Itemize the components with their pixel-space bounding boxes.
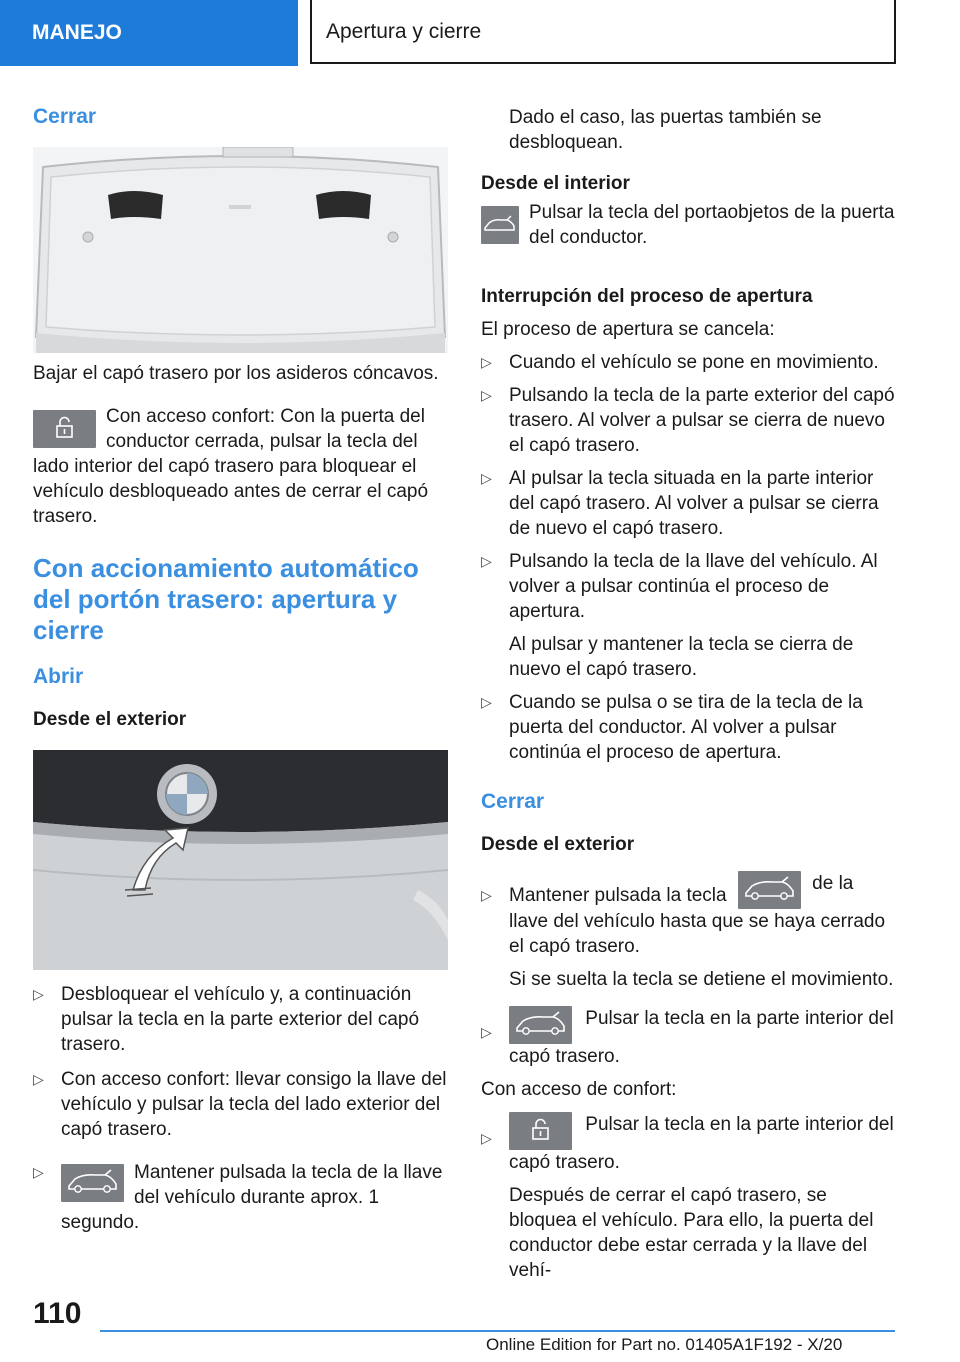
page-header <box>0 0 960 66</box>
list-item: ▷ Mantener pulsada la tecla de la llave del vehículo hasta que se haya cerrado el capó trasero. <box>481 873 886 957</box>
triangle-bullet-icon: ▷ <box>33 1164 44 1180</box>
list-item: ▷ Con acceso confort: llevar consigo la llave del vehículo y pulsar la tecla del lado exterior del capó trasero. <box>33 1069 447 1140</box>
triangle-bullet-icon: ▷ <box>481 887 492 903</box>
car-trunk-icon <box>61 1164 124 1202</box>
text-cancela: El proceso de apertura se cancela: <box>481 319 775 340</box>
list-cerrar-2 <box>481 1006 896 1069</box>
list-item: ▷ Al pulsar la tecla situada en la parte interior del capó trasero. Al volver a pulsar se cierra de nuevo el capó trasero. <box>481 468 879 539</box>
car-trunk-icon <box>738 871 801 909</box>
trunk-interior-image <box>33 147 448 353</box>
triangle-bullet-icon: ▷ <box>481 354 492 370</box>
list-item: ▷ Pulsando la tecla de la llave del vehículo. Al volver a pulsar continúa el proceso de apertura. <box>481 551 878 622</box>
heading-accionamiento: Con accionamiento automático del portón trasero: apertura y cierre <box>33 553 419 645</box>
triangle-bullet-icon: ▷ <box>481 470 492 486</box>
confort-block <box>33 404 448 529</box>
interior-block <box>481 200 896 250</box>
list-abrir-exterior <box>33 982 448 1235</box>
list-item: ▷ Mantener pulsada la tecla de la llave del vehículo durante aprox. 1 segundo. <box>33 1162 443 1233</box>
text-confort: Con acceso confort: Con la puerta del conductor cerrada, pulsar la tecla del lado interior del capó trasero para bloquear el vehículo desbloqueado antes de cerrar el capó trasero. <box>33 406 429 527</box>
triangle-bullet-icon: ▷ <box>481 1130 492 1146</box>
triangle-bullet-icon: ▷ <box>481 1024 492 1040</box>
list-interrupcion-2 <box>481 690 896 765</box>
triangle-bullet-icon: ▷ <box>481 553 492 569</box>
trunk-exterior-image <box>33 750 448 970</box>
car-trunk-icon <box>481 206 519 244</box>
triangle-bullet-icon: ▷ <box>33 986 44 1002</box>
text-portaobjetos: Pulsar la tecla del portaobjetos de la puerta del conductor. <box>529 202 895 248</box>
list-item: ▷ Cuando se pulsa o se tira de la tecla de la puerta del conductor. Al volver a pulsar continúa el proceso de apertura. <box>481 692 863 763</box>
text-dado: Dado el caso, las puertas también se desbloquean. <box>509 107 822 153</box>
list-item: ▷ Cuando el vehículo se pone en movimiento. <box>481 352 879 373</box>
list-item: ▷ Pulsando la tecla de la parte exterior del capó trasero. Al volver a pulsar se cierra de nuevo el capó trasero. <box>481 385 895 456</box>
car-trunk-icon <box>509 1006 572 1044</box>
heading-cerrar: Cerrar <box>33 105 97 128</box>
list-interrupcion <box>481 350 896 624</box>
text-despues: Después de cerrar el capó trasero, se bloquea el vehículo. Para ello, la puerta del conductor debe estar cerrada y la llave del vehí- <box>509 1185 874 1281</box>
triangle-bullet-icon: ▷ <box>33 1071 44 1087</box>
heading-abrir: Abrir <box>33 665 84 688</box>
heading-desde-exterior-2: Desde el exterior <box>481 834 635 855</box>
heading-cerrar-2: Cerrar <box>481 790 545 813</box>
triangle-bullet-icon: ▷ <box>481 387 492 403</box>
heading-desde-exterior: Desde el exterior <box>33 709 187 730</box>
list-confort <box>481 1112 896 1175</box>
text-con-acceso: Con acceso de confort: <box>481 1079 677 1100</box>
heading-interrupcion: Interrupción del proceso de apertura <box>481 286 813 307</box>
heading-desde-interior: Desde el interior <box>481 173 630 194</box>
list-item: ▷ Pulsar la tecla en la parte interior del capó trasero. <box>481 1008 894 1067</box>
left-column <box>33 100 448 1235</box>
text-suelta: Si se suelta la tecla se detiene el movimiento. <box>509 969 894 990</box>
list-item: ▷ Desbloquear el vehículo y, a continuación pulsar la tecla en la parte exterior del capó trasero. <box>33 984 420 1055</box>
lock-icon <box>33 410 96 448</box>
footer-divider <box>100 1330 895 1332</box>
right-column <box>481 105 896 1283</box>
text-bajar: Bajar el capó trasero por los asideros cóncavos. <box>33 363 439 384</box>
lock-icon <box>509 1112 572 1150</box>
text-mantener-tecla: Al pulsar y mantener la tecla se cierra de nuevo el capó trasero. <box>509 634 854 680</box>
triangle-bullet-icon: ▷ <box>481 694 492 710</box>
section-label: MANEJO <box>0 0 298 66</box>
list-cerrar <box>481 871 896 959</box>
list-item: ▷ Pulsar la tecla en la parte interior del capó trasero. <box>481 1114 894 1173</box>
footer-edition: Online Edition for Part no. 01405A1F192 - X/20 <box>486 1335 843 1354</box>
chapter-title: Apertura y cierre <box>310 0 896 64</box>
page-number: 110 <box>33 1297 82 1330</box>
